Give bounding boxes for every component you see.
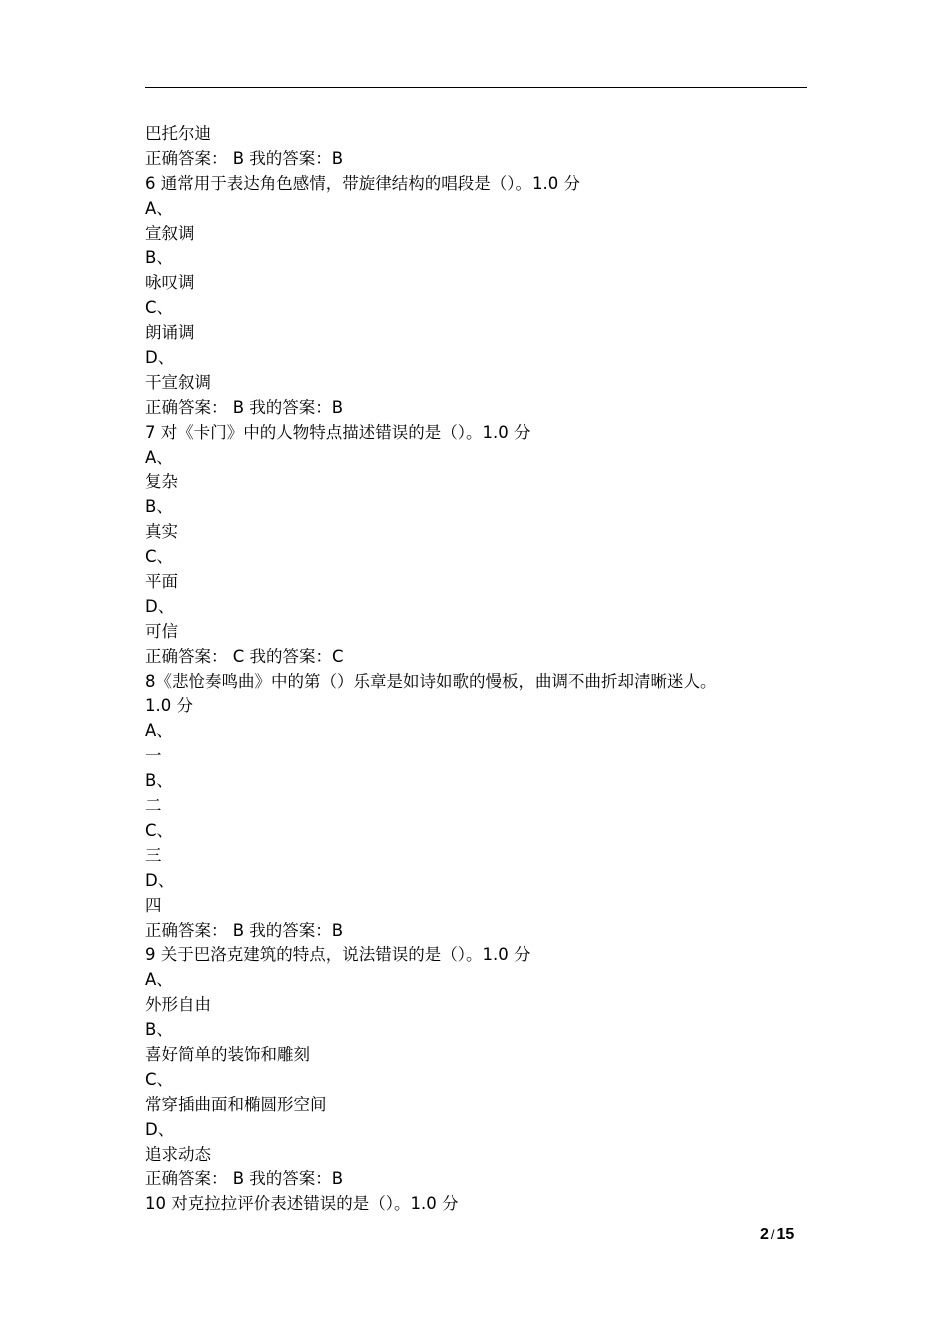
option-label: B、 [145,248,173,268]
option-text: 追求动态 [145,1144,211,1164]
option-label: A、 [145,721,173,741]
question-6: 6 通常用于表达角色感情，带旋律结构的唱段是（）。1.0 分 [145,173,580,193]
question-7: 7 对《卡门》中的人物特点描述错误的是（）。1.0 分 [145,422,531,442]
page-separator: / [770,1227,775,1242]
answer-line: 正确答案： C 我的答案：C [145,646,344,666]
option-label: C、 [145,547,174,567]
page-current: 2 [760,1226,769,1243]
document-body [145,122,825,1217]
option-text: 二 [145,796,162,816]
answer-line: 正确答案： B 我的答案：B [145,1169,344,1189]
option-text: 一 [145,746,162,766]
option-label: D、 [145,596,175,616]
option-text: 四 [145,895,162,915]
option-label: A、 [145,970,173,990]
option-text: 喜好简单的装饰和雕刻 [145,1044,310,1064]
option-text: 可信 [145,621,178,641]
answer-line: 正确答案： B 我的答案：B [145,920,344,940]
question-10: 10 对克拉拉评价表述错误的是（）。1.0 分 [145,1194,459,1214]
option-text: 三 [145,845,162,865]
answer-line: 正确答案： B 我的答案：B [145,148,344,168]
text-line: 巴托尔迪 [145,124,211,143]
question-8: 8《悲怆奏鸣曲》中的第（）乐章是如诗如歌的慢板，曲调不曲折却清晰迷人。 [145,671,717,691]
page-number [760,1226,794,1244]
option-text: 真实 [145,522,178,542]
option-text: 平面 [145,572,178,592]
option-label: A、 [145,447,173,467]
option-label: C、 [145,1069,174,1089]
option-text: 外形自由 [145,995,211,1015]
option-label: C、 [145,298,174,318]
option-label: B、 [145,497,173,517]
option-label: A、 [145,198,173,218]
option-text: 咏叹调 [145,273,195,293]
answer-line: 正确答案： B 我的答案：B [145,397,344,417]
page-total: 15 [776,1226,795,1243]
option-label: D、 [145,870,175,890]
option-text: 朗诵调 [145,323,195,343]
option-label: D、 [145,348,175,368]
option-text: 干宣叙调 [145,372,211,392]
option-label: D、 [145,1119,175,1139]
question-8-score: 1.0 分 [145,696,193,716]
option-text: 宣叙调 [145,223,195,243]
option-text: 常穿插曲面和椭圆形空间 [145,1094,327,1114]
option-label: B、 [145,1020,173,1040]
header-rule [145,87,807,88]
question-9: 9 关于巴洛克建筑的特点，说法错误的是（）。1.0 分 [145,945,531,965]
option-label: B、 [145,771,173,791]
option-text: 复杂 [145,472,178,492]
option-label: C、 [145,820,174,840]
